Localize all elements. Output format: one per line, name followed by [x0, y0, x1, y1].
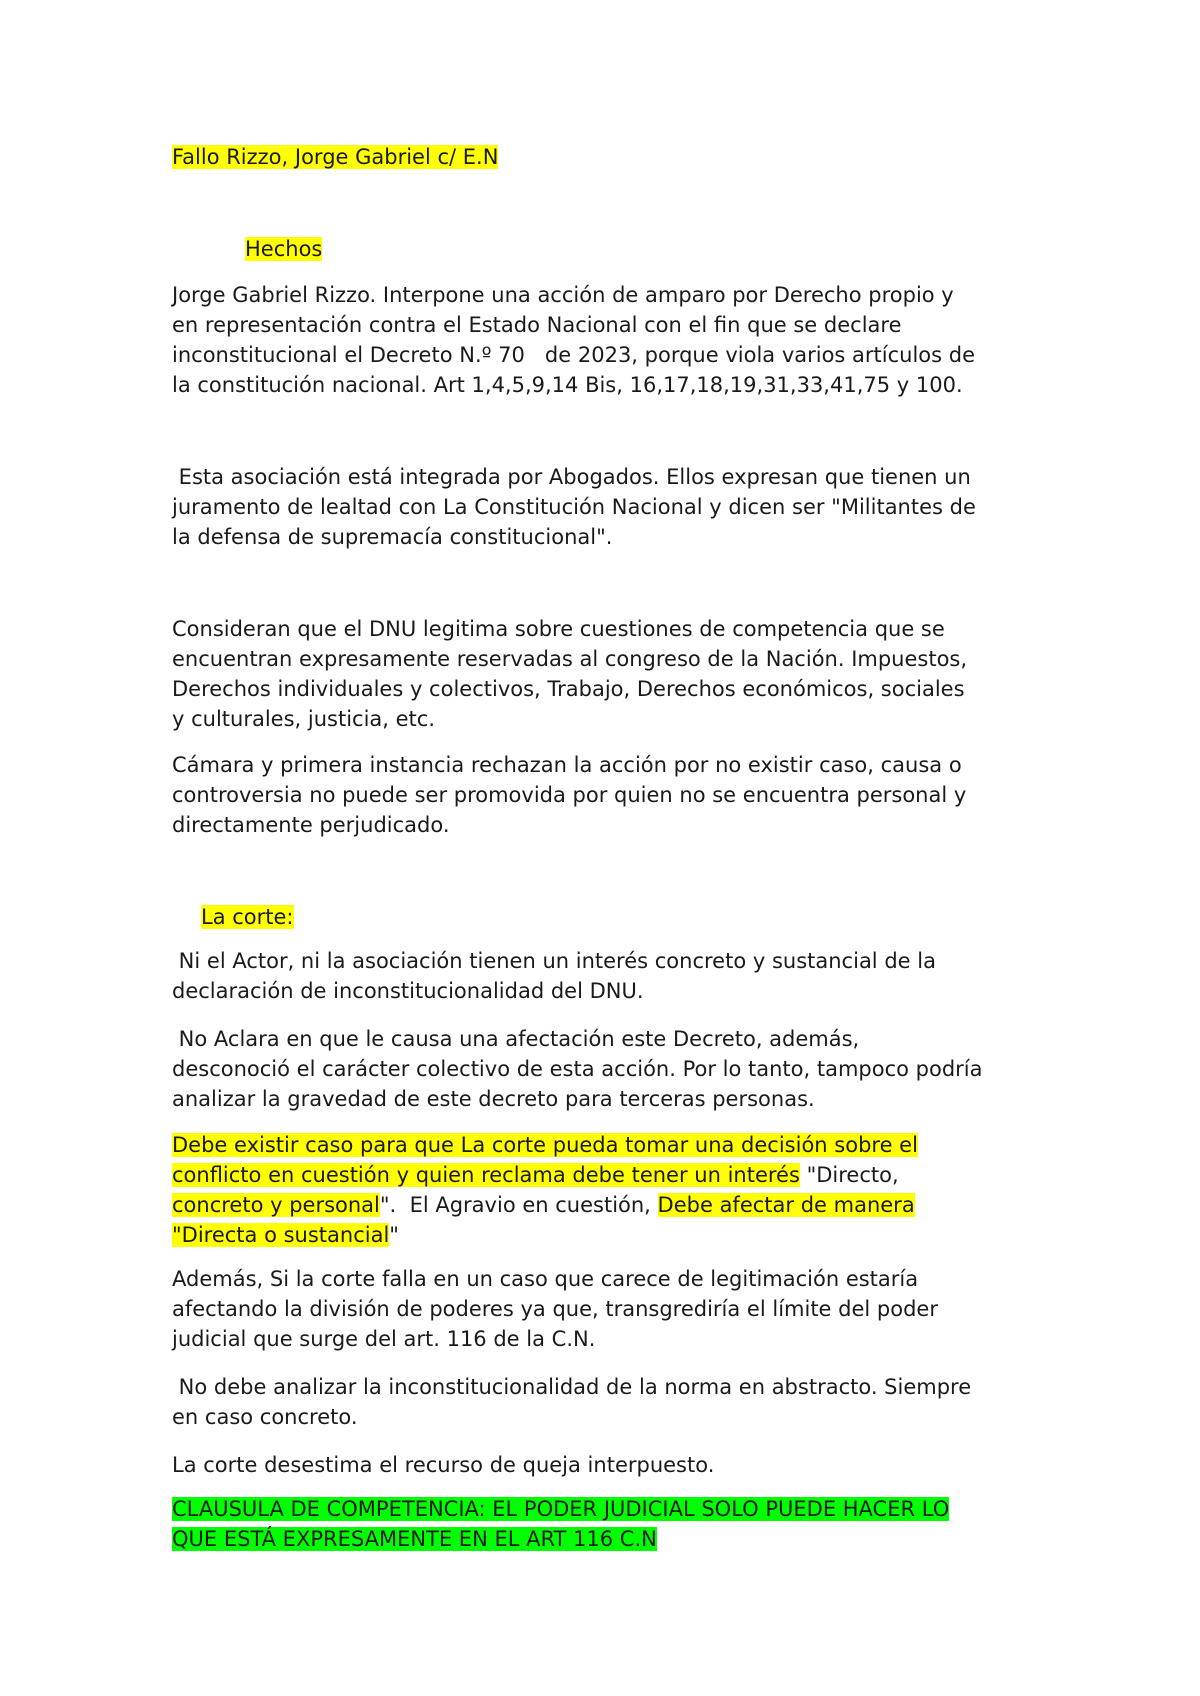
corte-paragraph-3-highlighted: [172, 1130, 1052, 1250]
plain-text: ". El Agravio en cuestión,: [379, 1193, 658, 1217]
text-line: Esta asociación está integrada por Abogados. Ellos expresan que tienen un: [172, 465, 971, 489]
hechos-paragraph-1: [172, 280, 1052, 400]
green-highlighted-text: CLAUSULA DE COMPETENCIA: EL PODER JUDICIAL SOLO PUEDE HACER LO: [172, 1497, 950, 1521]
document-title: [172, 142, 1052, 172]
text-line: [172, 1494, 1052, 1524]
text-line: [172, 1160, 1052, 1190]
highlighted-text: concreto y personal: [172, 1193, 380, 1217]
plain-text: "Directo,: [799, 1163, 899, 1187]
corte-heading-text: La corte:: [201, 905, 294, 929]
text-line: y culturales, justicia, etc.: [172, 707, 436, 731]
text-line: directamente perjudicado.: [172, 813, 450, 837]
green-highlighted-text: QUE ESTÁ EXPRESAMENTE EN EL ART 116 C.N: [172, 1527, 657, 1551]
text-line: No debe analizar la inconstitucionalidad de la norma en abstracto. Siempre: [172, 1375, 972, 1399]
text-line: [172, 1130, 1052, 1160]
corte-paragraph-6: [172, 1450, 1052, 1480]
text-line: Derechos individuales y colectivos, Trabajo, Derechos económicos, sociales: [172, 677, 965, 701]
corte-paragraph-4: [172, 1264, 1052, 1354]
hechos-heading-text: Hechos: [245, 237, 323, 261]
text-line: Cámara y primera instancia rechazan la acción por no existir caso, causa o: [172, 753, 962, 777]
section-heading-hechos: [245, 234, 1125, 264]
text-line: analizar la gravedad de este decreto para terceras personas.: [172, 1087, 815, 1111]
highlighted-text: conflicto en cuestión y quien reclama debe tener un interés: [172, 1163, 800, 1187]
text-line: La corte desestima el recurso de queja interpuesto.: [172, 1453, 715, 1477]
text-line: en representación contra el Estado Nacional con el fin que se declare: [172, 313, 902, 337]
text-line: Ni el Actor, ni la asociación tienen un interés concreto y sustancial de la: [172, 949, 936, 973]
title-text: Fallo Rizzo, Jorge Gabriel c/ E.N: [172, 145, 499, 169]
text-line: la constitución nacional. Art 1,4,5,9,14 Bis, 16,17,18,19,31,33,41,75 y 100.: [172, 373, 963, 397]
hechos-paragraph-2: [172, 462, 1052, 552]
text-line: [172, 1524, 1052, 1554]
highlighted-text: Debe existir caso para que La corte pueda tomar una decisión sobre el: [172, 1133, 918, 1157]
text-line: Consideran que el DNU legitima sobre cuestiones de competencia que se: [172, 617, 945, 641]
corte-paragraph-1: [172, 946, 1052, 1006]
text-line: Además, Si la corte falla en un caso que carece de legitimación estaría: [172, 1267, 919, 1291]
corte-paragraph-5: [172, 1372, 1052, 1432]
text-line: controversia no puede ser promovida por quien no se encuentra personal y: [172, 783, 967, 807]
text-line: [172, 1190, 1052, 1220]
text-line: la defensa de supremacía constitucional".: [172, 525, 613, 549]
text-line: [172, 1220, 1052, 1250]
corte-paragraph-2: [172, 1024, 1052, 1114]
hechos-paragraph-3: [172, 614, 1052, 734]
text-line: juramento de lealtad con La Constitución Nacional y dicen ser "Militantes de: [172, 495, 976, 519]
text-line: desconoció el carácter colectivo de esta acción. Por lo tanto, tampoco podría: [172, 1057, 983, 1081]
highlighted-text: Debe afectar de manera: [657, 1193, 915, 1217]
highlighted-text: "Directa o sustancial: [172, 1223, 390, 1247]
text-line: afectando la división de poderes ya que, transgrediría el límite del poder: [172, 1297, 938, 1321]
text-line: No Aclara en que le causa una afectación este Decreto, además,: [172, 1027, 860, 1051]
text-line: declaración de inconstitucionalidad del DNU.: [172, 979, 644, 1003]
plain-text: ": [389, 1223, 399, 1247]
text-line: Jorge Gabriel Rizzo. Interpone una acción de amparo por Derecho propio y: [172, 283, 954, 307]
section-heading-corte: [201, 902, 1081, 932]
clausula-competencia: [172, 1494, 1052, 1554]
hechos-paragraph-4: [172, 750, 1052, 840]
text-line: inconstitucional el Decreto N.º 70 de 2023, porque viola varios artículos de: [172, 343, 976, 367]
text-line: en caso concreto.: [172, 1405, 358, 1429]
text-line: judicial que surge del art. 116 de la C.N.: [172, 1327, 596, 1351]
text-line: encuentran expresamente reservadas al congreso de la Nación. Impuestos,: [172, 647, 968, 671]
